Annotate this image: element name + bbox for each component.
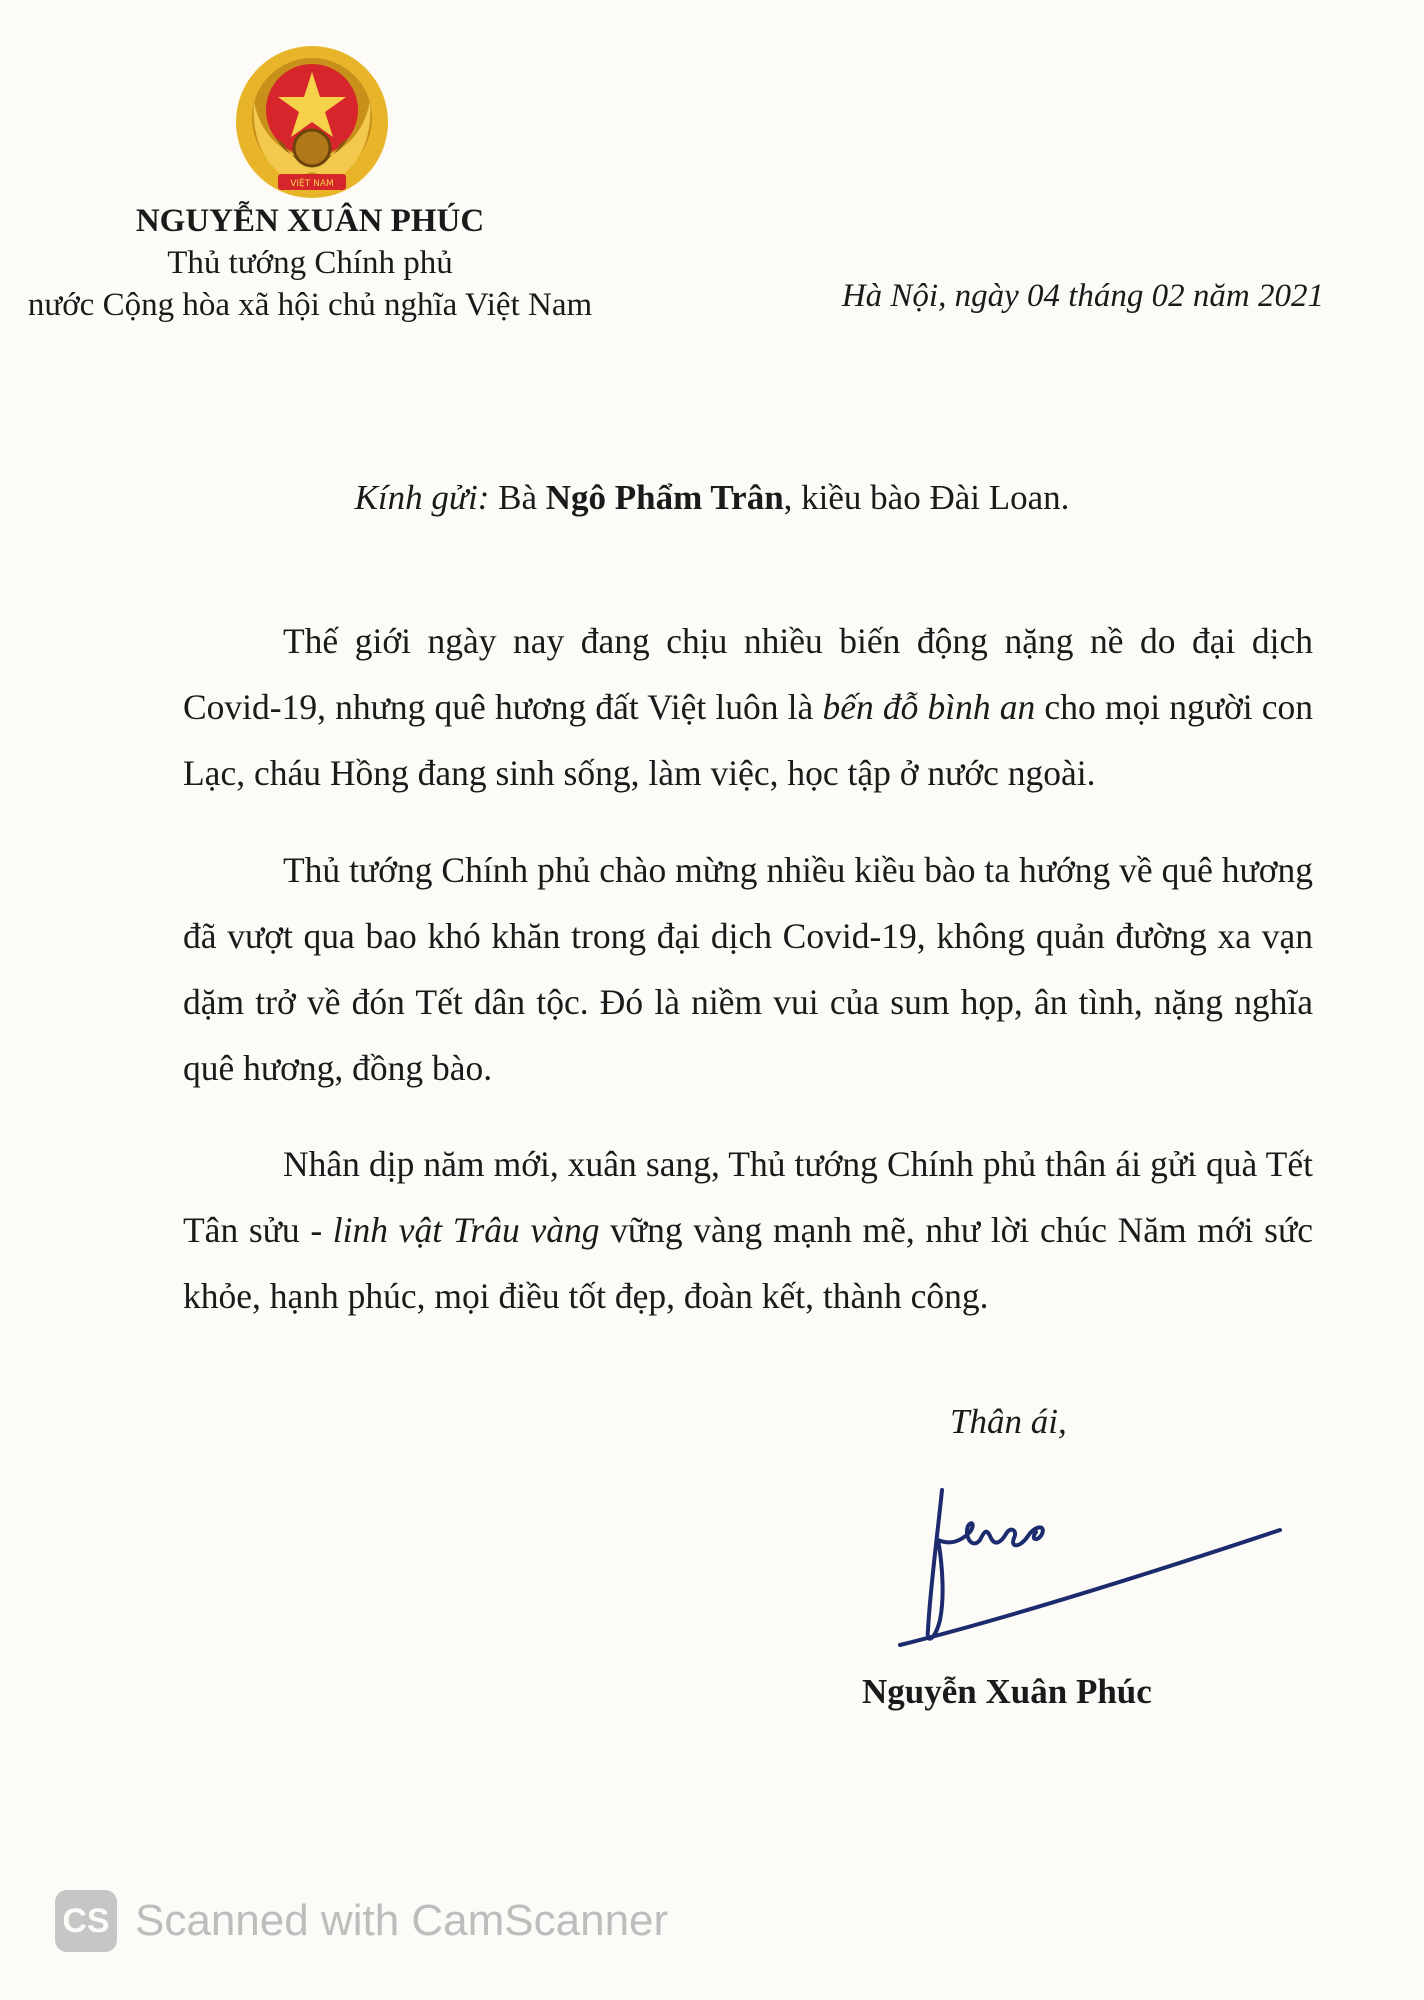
closing-line: Thân ái, (950, 1402, 1067, 1441)
sender-name: NGUYỄN XUÂN PHÚC (135, 203, 485, 239)
p3-text-b: vững vàng mạnh mẽ, như lời chúc Năm mới sức khỏe, hạnh phúc, mọi điều tốt đẹp, đoàn kết, thành công. (183, 1210, 1313, 1316)
p1-text-b: cho mọi người con Lạc, cháu Hồng đang sinh sống, làm việc, học tập ở nước ngoài. (183, 687, 1314, 793)
body-paragraph-3 (183, 1131, 1313, 1329)
watermark-text: Scanned with CamScanner (135, 1896, 669, 1945)
recipient-name: Ngô Phẩm Trân (545, 478, 784, 517)
signature-icon (880, 1470, 1300, 1670)
p2-text: Thủ tướng Chính phủ chào mừng nhiều kiều bào ta hướng về quê hương đã vượt qua bao khó khăn trong đại dịch Covid-19, không quản đường xa vạn dặm trở về đón Tết dân tộc. Đó là niềm vui của sum họp, ân tình, nặng nghĩa quê hương, đồng bào. (183, 850, 1313, 1088)
camscanner-watermark (55, 1890, 668, 1952)
letter-date: Hà Nội, ngày 04 tháng 02 năm 2021 (841, 278, 1324, 314)
camscanner-logo-icon: CS (55, 1890, 117, 1952)
salutation-suffix: , kiều bào Đài Loan. (783, 478, 1070, 517)
sender-title: Thủ tướng Chính phủ (167, 245, 453, 281)
national-emblem-icon (232, 42, 392, 202)
sender-country: nước Cộng hòa xã hội chủ nghĩa Việt Nam (27, 287, 593, 323)
p3-emphasis: linh vật Trâu vàng (332, 1210, 600, 1250)
salutation-prefix: Kính gửi: (354, 478, 490, 517)
salutation-honorific: Bà (498, 478, 538, 517)
p1-emphasis: bến đỗ bình an (822, 687, 1036, 727)
p3-text-a: Nhân dịp năm mới, xuân sang, Thủ tướng Chính phủ thân ái gửi quà Tết Tân sửu - (183, 1144, 1313, 1250)
emblem-ribbon-text: VIỆT NAM (290, 179, 334, 189)
signer-name: Nguyễn Xuân Phúc (862, 1672, 1152, 1711)
sender-block (10, 200, 610, 326)
p1-text-a: Thế giới ngày nay đang chịu nhiều biến động nặng nề do đại dịch Covid-19, nhưng quê hương đất Việt luôn là (183, 621, 1313, 727)
body-paragraph-2 (183, 837, 1313, 1101)
body-paragraph-1 (183, 608, 1313, 806)
salutation (0, 478, 1424, 518)
